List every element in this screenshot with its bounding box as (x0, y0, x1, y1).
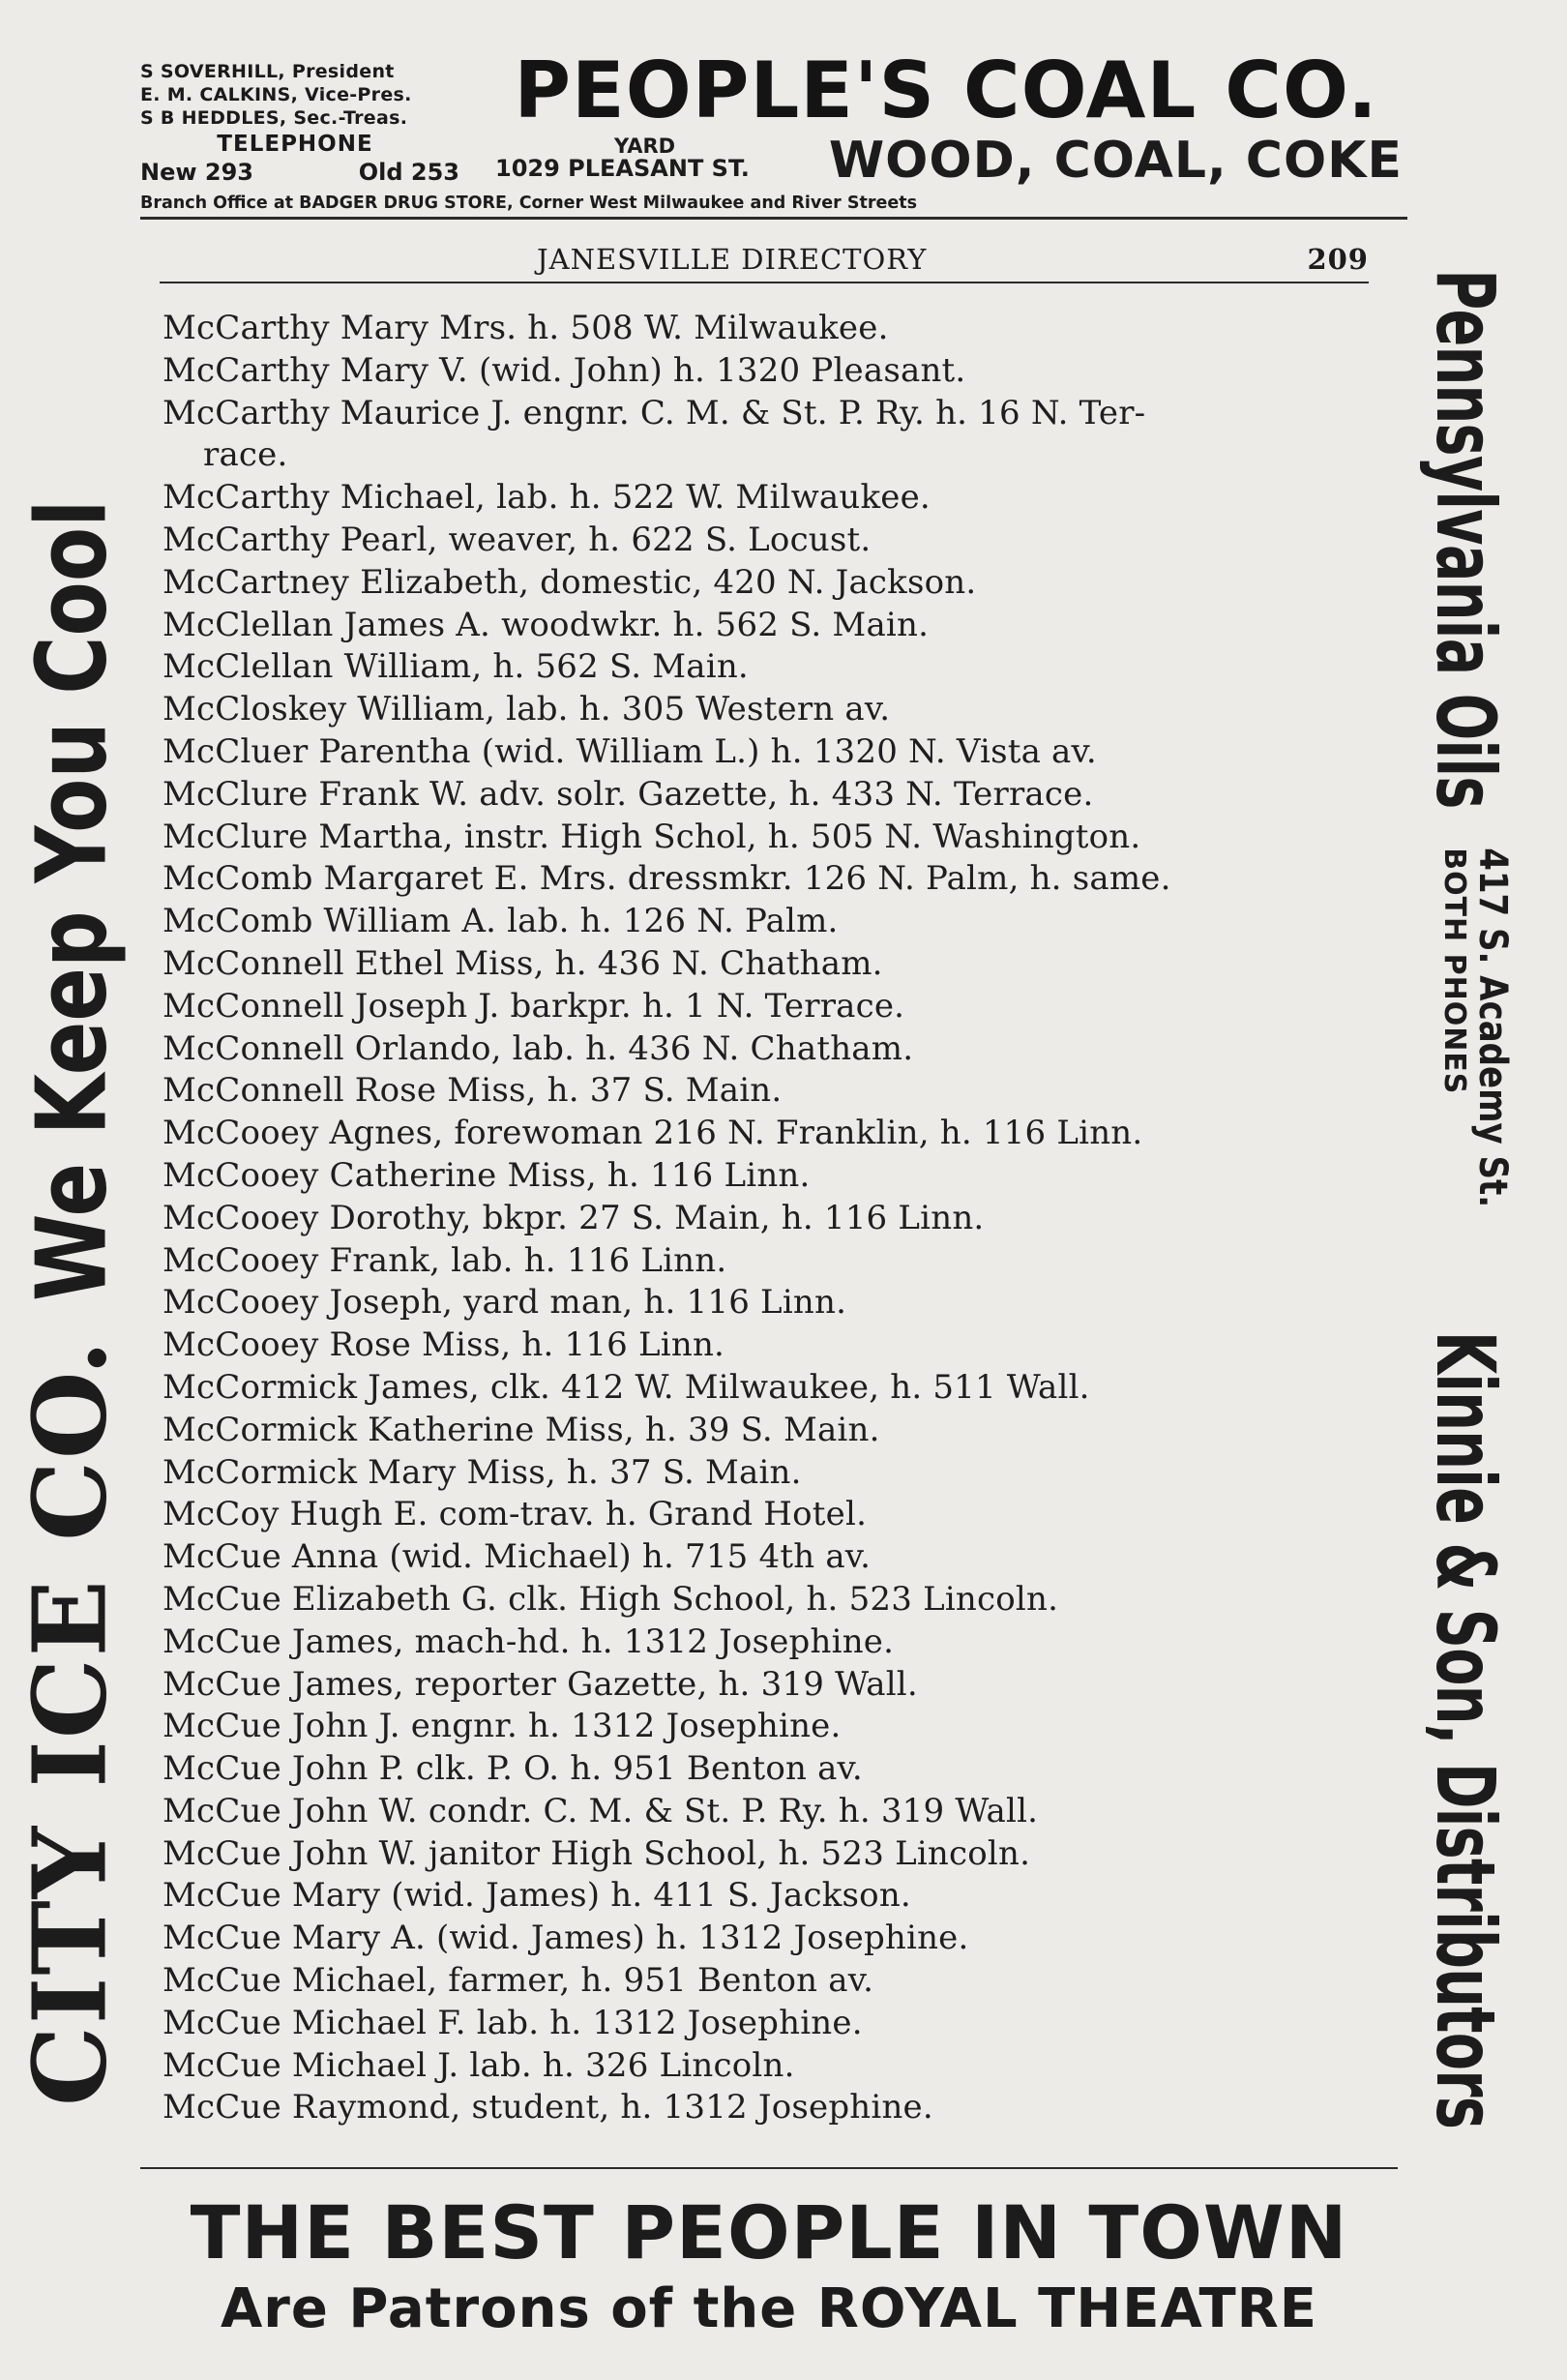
directory-entry-continuation: race. (203, 435, 288, 475)
directory-title: JANESVILLE DIRECTORY (537, 243, 928, 276)
directory-entry: McCue Anna (wid. Michael) h. 715 4th av. (163, 1537, 872, 1577)
directory-entry: McCooey Rose Miss, h. 116 Linn. (163, 1325, 725, 1365)
page-number: 209 (1307, 243, 1369, 276)
directory-entry: McCue Elizabeth G. clk. High School, h. 523 Lincoln. (163, 1579, 1059, 1619)
directory-entry: McCormick Mary Miss, h. 37 S. Main. (163, 1452, 802, 1492)
directory-entry: McCue Mary A. (wid. James) h. 1312 Josephine. (163, 1919, 969, 1958)
directory-entry: McCue James, reporter Gazette, h. 319 Wall. (163, 1664, 918, 1704)
directory-entry: McClure Frank W. adv. solr. Gazette, h. 433 N. Terrace. (163, 774, 1094, 814)
phone-new: New 293 (140, 159, 253, 186)
ice-company-name: CITY ICE CO. (10, 1338, 130, 2107)
distributor-name: Kinnie & Son, Distributors (1418, 1330, 1513, 2129)
officer-secretary: S B HEDDLES, Sec.-Treas. (140, 107, 408, 129)
directory-entry: McCarthy Maurice J. engnr. C. M. & St. P. Ry. h. 16 N. Ter- (163, 393, 1146, 432)
directory-entry: McCue Michael, farmer, h. 951 Benton av. (163, 1961, 874, 2001)
yard-address: 1029 PLEASANT ST. (495, 155, 750, 182)
phone-old: Old 253 (358, 159, 459, 186)
directory-entry: McClellan James A. woodwkr. h. 562 S. Main. (163, 605, 930, 644)
directory-entry: McCooey Dorothy, bkpr. 27 S. Main, h. 116 Linn. (163, 1198, 985, 1237)
coal-products: WOOD, COAL, COKE (828, 132, 1403, 190)
directory-entry: McClellan William, h. 562 S. Main. (163, 647, 749, 687)
directory-entry: McCormick James, clk. 412 W. Milwaukee, h. 511 Wall. (163, 1367, 1090, 1407)
directory-entry: McCue John W. janitor High School, h. 523 Lincoln. (163, 1833, 1031, 1873)
directory-entry: McCue John W. condr. C. M. & St. P. Ry. h. 319 Wall. (163, 1791, 1039, 1830)
directory-entry: McCarthy Mary Mrs. h. 508 W. Milwaukee. (163, 309, 889, 347)
directory-entry: McComb Margaret E. Mrs. dressmkr. 126 N. Palm, h. same. (163, 859, 1171, 899)
telephone-numbers (140, 159, 459, 186)
bottom-ad-divider (140, 2167, 1398, 2169)
running-head (160, 240, 1369, 279)
directory-entry: McCue John P. clk. P. O. h. 951 Benton av. (163, 1749, 863, 1789)
directory-entry: McCue Raymond, student, h. 1312 Josephine. (163, 2088, 933, 2127)
directory-entry: McConnell Rose Miss, h. 37 S. Main. (163, 1071, 783, 1111)
oils-phones: BOTH PHONES (1437, 848, 1471, 1095)
top-ad-divider (140, 217, 1407, 220)
oils-address: 417 S. Academy St. (1470, 848, 1515, 1208)
directory-entry: McCooey Catherine Miss, h. 116 Linn. (163, 1155, 811, 1195)
officer-vice-president: E. M. CALKINS, Vice-Pres. (140, 84, 412, 105)
directory-entry: McCooey Joseph, yard man, h. 116 Linn. (163, 1283, 847, 1323)
coal-officers-block (140, 60, 469, 186)
theatre-ad-headline: THE BEST PEOPLE IN TOWN (190, 2189, 1348, 2276)
telephone-label: TELEPHONE (217, 132, 373, 157)
directory-entry: McCarthy Mary V. (wid. John) h. 1320 Pleasant. (163, 350, 966, 390)
directory-entry: McCue John J. engnr. h. 1312 Josephine. (163, 1707, 842, 1746)
branch-office-line: Branch Office at BADGER DRUG STORE, Corner West Milwaukee and River Streets (140, 193, 918, 213)
ice-company-slogan: We Keep You Cool (15, 499, 129, 1302)
coal-company-name: PEOPLE'S COAL CO. (514, 45, 1378, 135)
directory-entries (163, 308, 1391, 2129)
directory-entry: McClure Martha, instr. High Schol, h. 505 N. Washington. (163, 817, 1141, 856)
directory-entry: McCue Michael J. lab. h. 326 Lincoln. (163, 2045, 795, 2085)
oils-product-name: Pennsylvania Oils (1418, 269, 1513, 809)
directory-entry: McCue Mary (wid. James) h. 411 S. Jackson. (163, 1876, 911, 1916)
directory-entry: McCormick Katherine Miss, h. 39 S. Main. (163, 1410, 880, 1449)
yard-label: YARD (614, 134, 676, 158)
directory-entry: McCooey Agnes, forewoman 216 N. Franklin, h. 116 Linn. (163, 1114, 1143, 1153)
directory-entry: McCloskey William, lab. h. 305 Western av. (163, 690, 891, 729)
directory-entry: McCartney Elizabeth, domestic, 420 N. Jackson. (163, 562, 977, 602)
directory-entry: McCooey Frank, lab. h. 116 Linn. (163, 1240, 727, 1280)
directory-entry: McComb William A. lab. h. 126 N. Palm. (163, 902, 839, 941)
directory-entry: McConnell Ethel Miss, h. 436 N. Chatham. (163, 943, 883, 983)
officer-president: S SOVERHILL, President (140, 61, 395, 82)
directory-entry: McConnell Orlando, lab. h. 436 N. Chatham. (163, 1028, 914, 1068)
directory-entry: McConnell Joseph J. barkpr. h. 1 N. Terrace. (163, 986, 905, 1026)
directory-entry: McCoy Hugh E. com-trav. h. Grand Hotel. (163, 1495, 868, 1534)
directory-entry: McCluer Parentha (wid. William L.) h. 1320 N. Vista av. (163, 731, 1097, 771)
directory-entry: McCue James, mach-hd. h. 1312 Josephine. (163, 1621, 895, 1661)
directory-entry: McCarthy Pearl, weaver, h. 622 S. Locust. (163, 520, 872, 559)
theatre-ad-subline: Are Patrons of the ROYAL THEATRE (220, 2277, 1318, 2340)
directory-entry: McCue Michael F. lab. h. 1312 Josephine. (163, 2003, 863, 2042)
directory-entry: McCarthy Michael, lab. h. 522 W. Milwaukee. (163, 478, 931, 518)
header-divider (160, 282, 1369, 283)
